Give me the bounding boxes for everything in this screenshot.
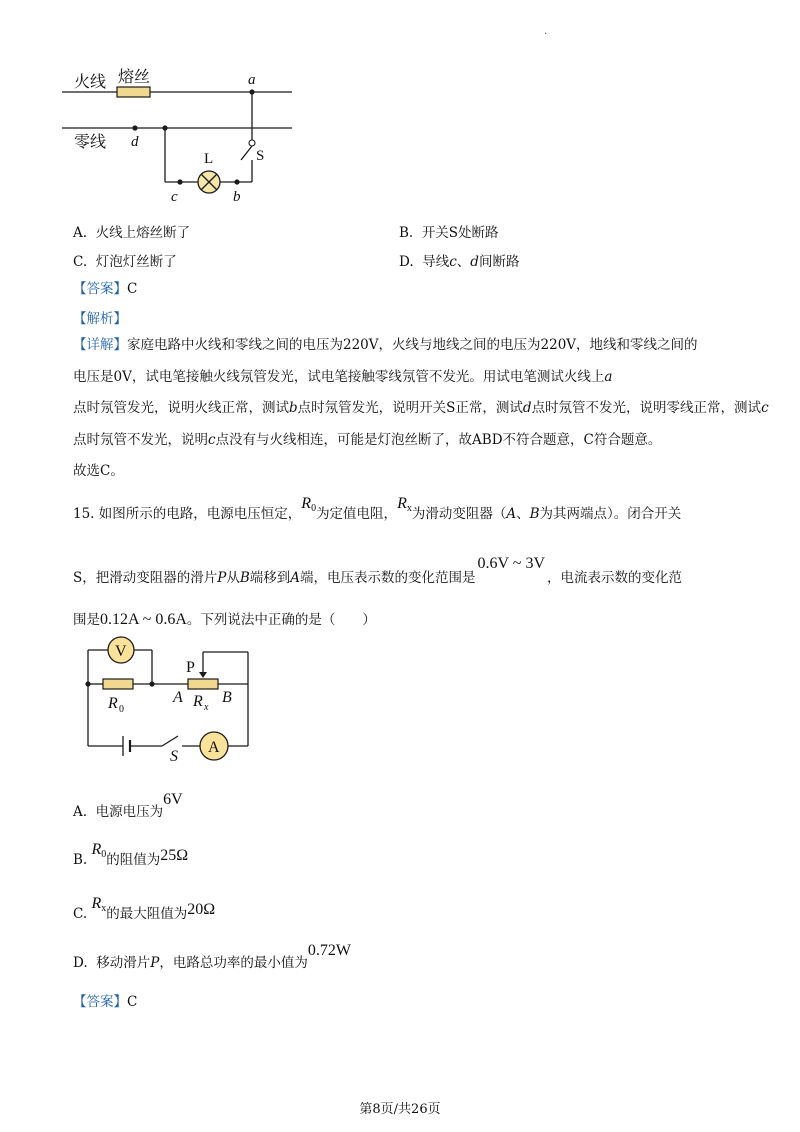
q14-option-b: B. 开关S处断路	[399, 225, 499, 241]
r0-label: R	[108, 695, 118, 712]
top-mark: .	[544, 26, 548, 37]
slider-label: P	[186, 659, 195, 676]
q14-analysis-tag: 【解析】	[73, 311, 127, 327]
switch-label: S	[256, 148, 265, 164]
q15-stem-line3: 围是0.12A ~ 0.6A。下列说法中正确的是（ ）	[73, 611, 376, 628]
point-d: d	[131, 134, 139, 150]
q15-option-b: B. $R_0$的阻值为25Ω	[73, 841, 189, 868]
live-wire-label: 火线	[74, 74, 107, 91]
rx-sub: x	[204, 702, 209, 713]
q14-option-c: C. 灯泡灯丝断了	[73, 254, 177, 270]
q14-answer: 【答案】C	[73, 281, 138, 297]
q15-option-d: D. 移动滑片P，电路总功率的最小值为0.72W	[73, 942, 351, 971]
r0-sub: 0	[119, 704, 124, 715]
q14-option-d: D. 导线c、d间断路	[399, 254, 520, 270]
q15-option-a: A. 电源电压为6V	[73, 791, 183, 820]
resistor-r0	[103, 679, 133, 689]
fuse-label: 熔丝	[118, 69, 151, 86]
q15-stem-line2: S，把滑动变阻器的滑片P从B端移到A端，电压表示数的变化范围是0.6V ~ 3V，电流表示数的变化范	[73, 555, 682, 586]
point-a: a	[248, 72, 256, 88]
page-footer: 第8页/共26页	[359, 1102, 441, 1117]
neutral-wire-label: 零线	[74, 134, 107, 151]
lamp-label: L	[204, 151, 214, 167]
point-c: c	[171, 189, 178, 205]
q14-detail: 【详解】家庭电路中火线和零线之间的电压为220V，火线与地线之间的电压为220V，地线和零线之间的 电压是0V，试电笔接触火线氖管发光，试电笔接触零线氖管不发光。用试电笔测试火线上a 点时氖管发光，说明火线正常，测试b点时氖管发光，说明开关S正常，测试d点时氖管不发光，说明零线正常，测试c 点时氖管不发光，说明c点没有与火线相连，可能是灯泡丝断了，故ABD不符合题意，C符合题意。 故选C。	[73, 337, 769, 479]
switch-s-label: S	[170, 748, 178, 765]
household-circuit-figure	[60, 62, 320, 210]
rheostat-circuit-figure	[80, 634, 260, 768]
q15-answer: 【答案】C	[73, 994, 138, 1010]
end-a-label: A	[173, 689, 183, 706]
q15-stem-line1: 15. 如图所示的电路，电源电压恒定，$R_0$为定值电阻，$R_x$为滑动变阻器（A、B为其两端点）。闭合开关	[73, 495, 682, 522]
point-b: b	[233, 189, 241, 205]
ammeter-label: A	[208, 739, 220, 756]
voltmeter-label: V	[115, 643, 127, 660]
rheostat-rx	[188, 679, 218, 689]
q15-option-c: C. $R_x$的最大阻值为20Ω	[73, 895, 216, 922]
rx-label: R	[193, 693, 203, 710]
fuse	[117, 87, 150, 97]
end-b-label: B	[222, 689, 232, 706]
q14-option-a: A. 火线上熔丝断了	[73, 225, 191, 241]
